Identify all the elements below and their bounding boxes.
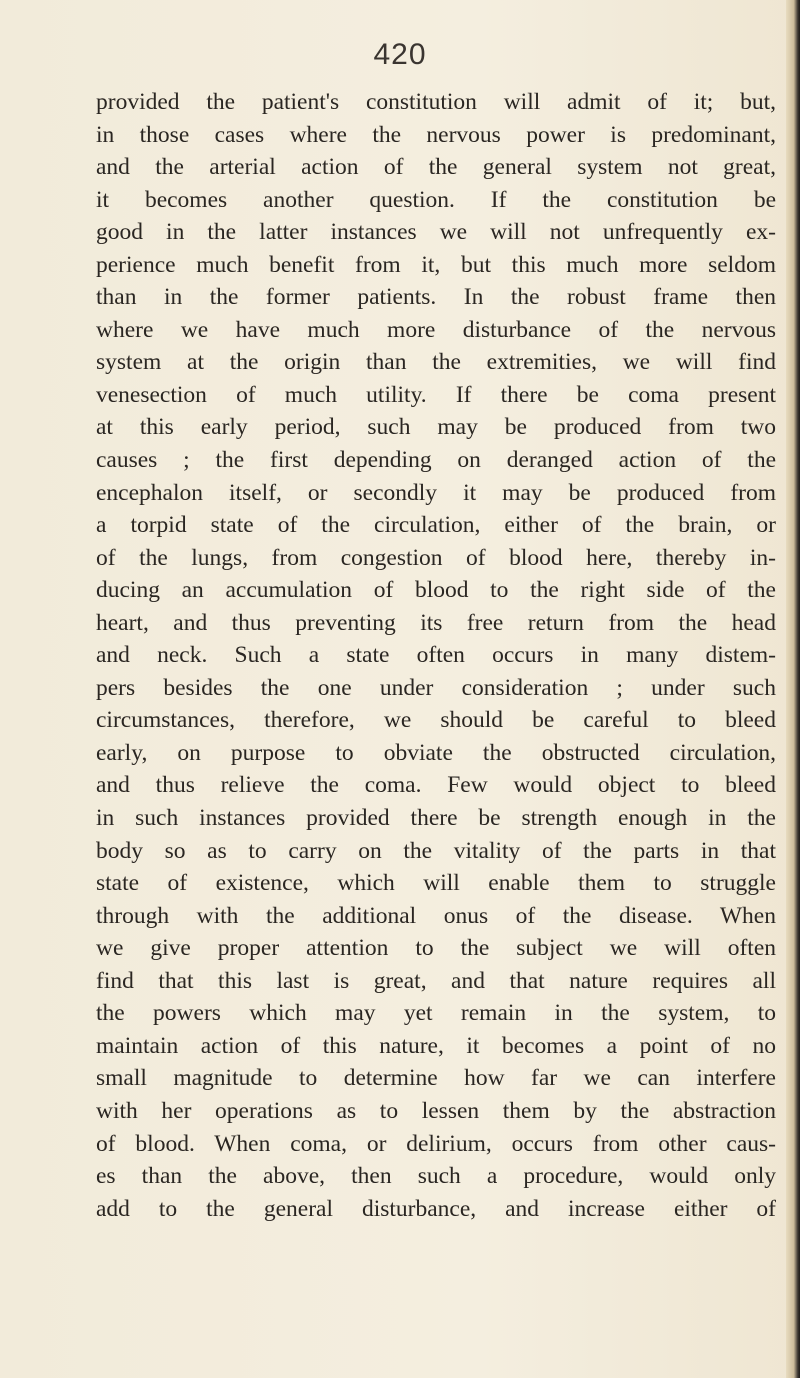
text-line: es than the above, then such a procedure, would only bbox=[96, 1163, 776, 1190]
text-line: a torpid state of the circulation, either of the brain, or bbox=[96, 512, 776, 539]
text-line: early, on purpose to obviate the obstructed circulation, bbox=[96, 739, 776, 766]
text-line: good in the latter instances we will not unfrequently ex- bbox=[96, 219, 776, 246]
text-line: than in the former patients. In the robust frame then bbox=[96, 284, 776, 311]
text-line: causes ; the first depending on deranged action of the bbox=[96, 447, 776, 474]
text-line: provided the patient's constitution will admit of it; but, bbox=[96, 89, 776, 115]
text-line: add to the general disturbance, and increase either of bbox=[96, 1195, 776, 1222]
text-line: in such instances provided there be strength enough in the bbox=[96, 805, 776, 832]
text-line: of blood. When coma, or delirium, occurs from other caus- bbox=[96, 1130, 776, 1157]
text-line: it becomes another question. If the constitution be bbox=[96, 186, 776, 213]
text-line: maintain action of this nature, it becomes a point of no bbox=[96, 1032, 776, 1059]
text-line: heart, and thus preventing its free return from the head bbox=[96, 609, 776, 636]
text-line: encephalon itself, or secondly it may be produced from bbox=[96, 479, 776, 506]
text-line: pers besides the one under consideration ; under such bbox=[96, 674, 776, 701]
text-line: at this early period, such may be produced from two bbox=[96, 414, 776, 441]
page-binding-edge bbox=[786, 0, 800, 1378]
text-line: ducing an accumulation of blood to the right side of the bbox=[96, 577, 776, 604]
text-line: and neck. Such a state often occurs in many distem- bbox=[96, 642, 776, 669]
text-line: venesection of much utility. If there be coma present bbox=[96, 381, 776, 408]
text-line: the powers which may yet remain in the system, to bbox=[96, 1000, 776, 1027]
text-line: we give proper attention to the subject we will often bbox=[96, 935, 776, 962]
text-line: system at the origin than the extremities, we will find bbox=[96, 349, 776, 376]
text-line: small magnitude to determine how far we can interfere bbox=[96, 1065, 776, 1092]
text-line: in those cases where the nervous power is predominant, bbox=[96, 121, 776, 148]
page-number: 420 bbox=[373, 38, 427, 71]
text-line: with her operations as to lessen them by the abstraction bbox=[96, 1097, 776, 1124]
text-line: of the lungs, from congestion of blood here, thereby in- bbox=[96, 544, 776, 571]
text-line: find that this last is great, and that nature requires all bbox=[96, 967, 776, 994]
text-line: where we have much more disturbance of the nervous bbox=[96, 316, 776, 343]
text-line: perience much benefit from it, but this much more seldom bbox=[96, 251, 776, 278]
text-line: and the arterial action of the general system not great, bbox=[96, 154, 776, 181]
text-line: and thus relieve the coma. Few would object to bleed bbox=[96, 772, 776, 799]
text-line: state of existence, which will enable them to struggle bbox=[96, 870, 776, 897]
text-line: through with the additional onus of the disease. When bbox=[96, 902, 776, 929]
text-line: body so as to carry on the vitality of the parts in that bbox=[96, 837, 776, 864]
body-text bbox=[96, 86, 776, 1225]
text-line: circumstances, therefore, we should be careful to bleed bbox=[96, 707, 776, 734]
